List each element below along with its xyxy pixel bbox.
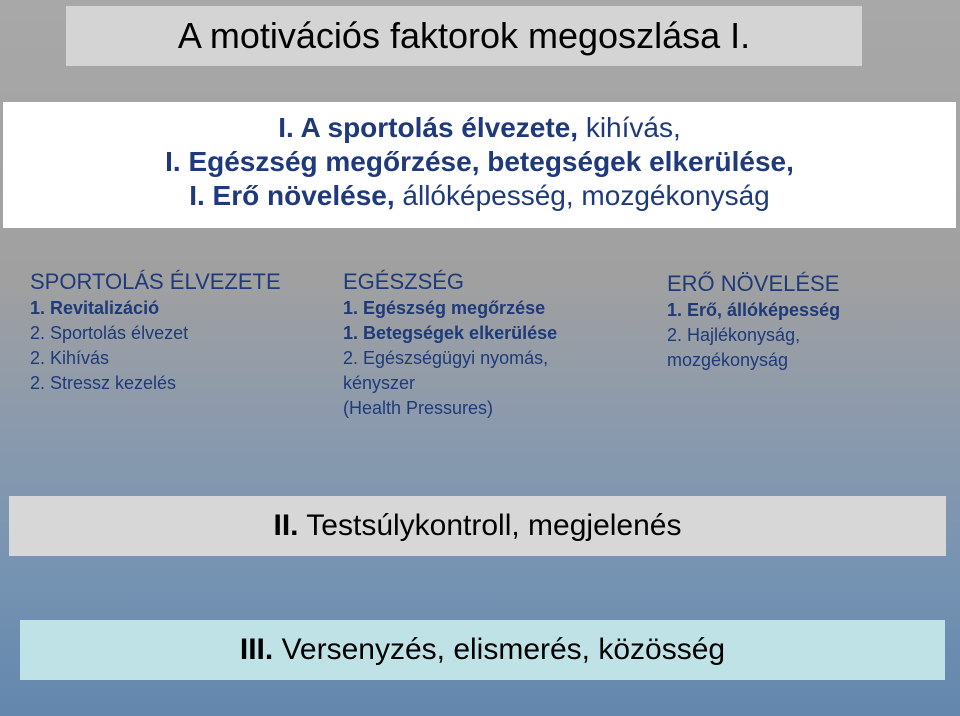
factor-line-3: I. Erő növelése, állóképesség, mozgékonyság (189, 180, 770, 211)
column-heading: ERŐ NÖVELÉSE (667, 271, 840, 296)
factor-line-1: I. A sportolás élvezete, kihívás, (278, 112, 681, 143)
column-sport (30, 268, 281, 396)
list-item: 2. Sportolás élvezet (30, 323, 189, 343)
list-item: 2. Egészségügyi nyomás, (343, 348, 549, 368)
list-item: 1. Betegségek elkerülése (343, 323, 558, 343)
list-item: kényszer (343, 373, 416, 393)
main-factors-box (3, 102, 956, 228)
factor-box-2: II. Testsúlykontroll, megjelenés (9, 496, 946, 556)
column-health (343, 268, 557, 421)
list-item: (Health Pressures) (343, 398, 494, 418)
column-strength (667, 270, 840, 373)
list-item: 1. Revitalizáció (30, 298, 160, 318)
factor-line-2: I. Egészség megőrzése, betegségek elkerülése, (165, 146, 794, 177)
column-heading: EGÉSZSÉG (343, 269, 465, 294)
slide-title: A motivációs faktorok megoszlása I. (66, 6, 862, 66)
factor-box-3: III. Versenyzés, elismerés, közösség (20, 620, 945, 680)
list-item: mozgékonyság (667, 350, 789, 370)
list-item: 2. Kihívás (30, 348, 110, 368)
list-item: 1. Erő, állóképesség (667, 300, 841, 320)
column-heading: SPORTOLÁS ÉLVEZETE (30, 269, 281, 294)
list-item: 1. Egészség megőrzése (343, 298, 546, 318)
list-item: 2. Stressz kezelés (30, 373, 177, 393)
list-item: 2. Hajlékonyság, (667, 325, 801, 345)
